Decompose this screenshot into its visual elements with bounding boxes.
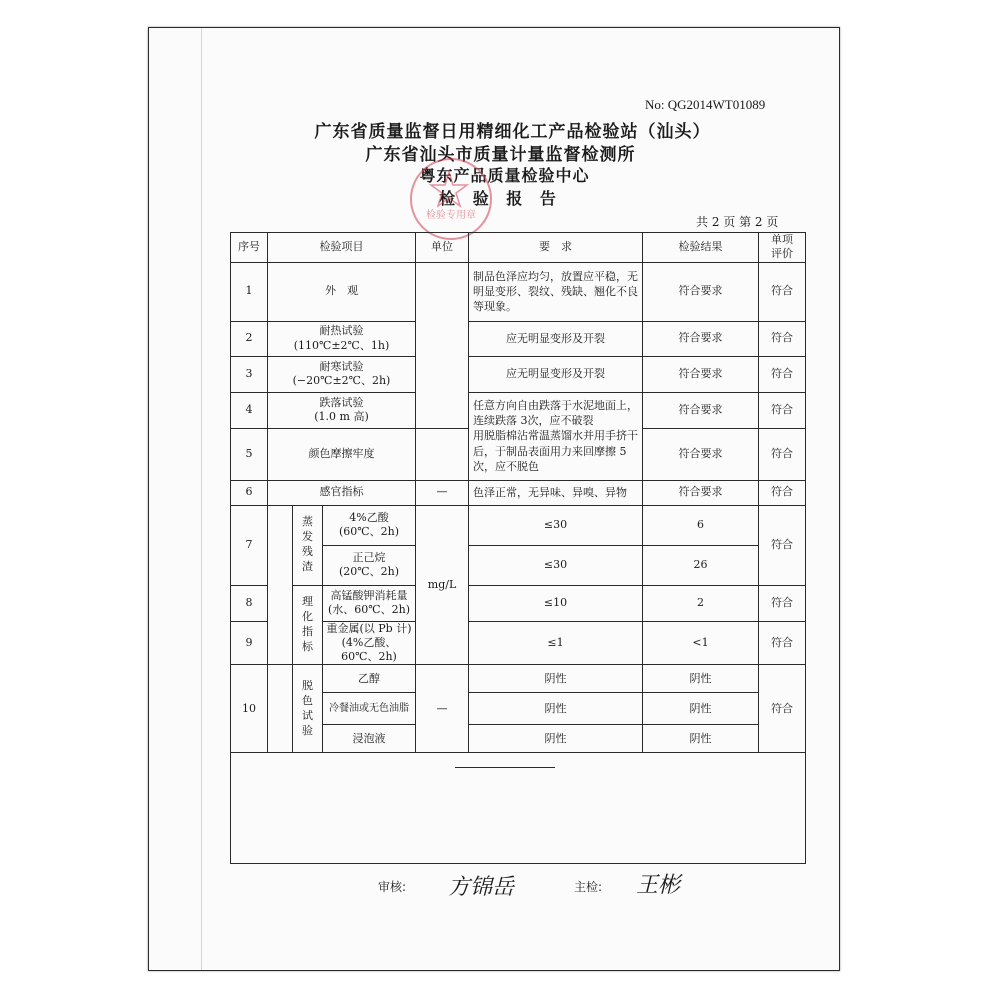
row-subitem: 正己烷 (20℃、2h) [323, 545, 416, 585]
evap-residue-label: 蒸 发 残 渣 [302, 515, 313, 573]
row-subitem: 冷餐油或无色油脂 [323, 693, 416, 725]
row-item: 耐热试验 (110℃±2℃、1h) [268, 321, 416, 356]
row-result: 26 [643, 545, 759, 585]
row-requirement: ≤1 [469, 621, 643, 665]
inspection-seal [410, 158, 492, 240]
physchem-label-cell [293, 585, 323, 665]
review-label: 审核: [378, 880, 407, 894]
row-no: 2 [231, 321, 268, 356]
row-item: 重金属(以 Pb 计) (4%乙酸、60℃、2h) [323, 621, 416, 665]
row-result: 阴性 [643, 693, 759, 725]
row-evaluation: 符合 [759, 428, 806, 480]
row-subitem: 4%乙酸 (60℃、2h) [323, 505, 416, 545]
table-row [231, 321, 806, 356]
header-no: 序号 [231, 233, 268, 263]
row-requirement: 应无明显变形及开裂 [469, 321, 643, 356]
row-evaluation: 符合 [759, 665, 806, 753]
row-no: 6 [231, 480, 268, 505]
table-row [231, 356, 806, 392]
row-result: 符合要求 [643, 321, 759, 356]
unit-mgL: mg/L [416, 505, 469, 665]
req-drop-text: 任意方向自由跌落于水泥地面上，连续跌落 3次，应不破裂 [473, 398, 639, 427]
row-no: 8 [231, 585, 268, 621]
row-result: 符合要求 [643, 392, 759, 428]
row-no: 1 [231, 262, 268, 321]
header-unit: 单位 [416, 233, 469, 263]
row-item: 耐寒试验 (−20℃±2℃、2h) [268, 356, 416, 392]
row-item: 外 观 [268, 262, 416, 321]
physchem-label: 理 化 指 标 [302, 595, 313, 653]
row-result: 符合要求 [643, 356, 759, 392]
row-result: 符合要求 [643, 480, 759, 505]
table-row [231, 262, 806, 321]
row-unit: — [416, 665, 469, 753]
row-item: 高锰酸钾消耗量 (水、60℃、2h) [323, 585, 416, 621]
row-result: <1 [643, 621, 759, 665]
row-requirement: 应无明显变形及开裂 [469, 356, 643, 392]
table-row [231, 585, 806, 621]
row-requirement: ≤10 [469, 585, 643, 621]
seal-star-icon [410, 158, 488, 236]
unit-blank [416, 428, 469, 480]
header-evaluation-text: 单项 评价 [771, 233, 794, 261]
row-evaluation: 符合 [759, 321, 806, 356]
row-requirement: 阴性 [469, 725, 643, 753]
inspection-table [230, 232, 806, 864]
header-result: 检验结果 [643, 233, 759, 263]
page-info: 共 2 页 第 2 页 [696, 215, 779, 229]
row-evaluation: 符合 [759, 262, 806, 321]
signature-area [0, 870, 1001, 910]
evap-residue-group [293, 505, 323, 585]
row-no: 5 [231, 428, 268, 480]
table-row [231, 480, 806, 505]
row-requirement: 阴性 [469, 665, 643, 693]
table-row [231, 392, 806, 428]
row-requirement: ≤30 [469, 545, 643, 585]
row-result: 2 [643, 585, 759, 621]
decolor-label: 脱 色 试 验 [302, 679, 313, 737]
decolor-group [293, 665, 323, 753]
seal-text: 检验专用章 [426, 210, 476, 221]
row-evaluation: 符合 [759, 621, 806, 665]
table-header-row [231, 233, 806, 263]
row-evaluation: 符合 [759, 356, 806, 392]
row-result: 符合要求 [643, 428, 759, 480]
row-evaluation: 符合 [759, 585, 806, 621]
blank-remainder [231, 753, 806, 864]
table-blank-area [231, 753, 806, 864]
row-unit: — [416, 480, 469, 505]
header-requirement: 要 求 [469, 233, 643, 263]
row-result: 阴性 [643, 665, 759, 693]
report-number: No: QG2014WT01089 [645, 97, 766, 112]
row-no: 3 [231, 356, 268, 392]
row-subitem: 浸泡液 [323, 725, 416, 753]
row-item: 颜色摩擦牢度 [268, 428, 416, 480]
header-item: 检验项目 [268, 233, 416, 263]
row-requirement: 制品色泽应均匀，放置应平稳，无明显变形、裂纹、残缺、翘化不良等现象。 [469, 262, 643, 321]
review-signature: 方锦岳 [448, 875, 515, 900]
table-row [231, 665, 806, 693]
row-evaluation: 符合 [759, 392, 806, 428]
row-requirement: 色泽正常，无异味、异嗅、异物 [469, 480, 643, 505]
header-line-2: 广东省汕头市质量计量监督检测所 [365, 145, 636, 165]
row-requirement: ≤30 [469, 505, 643, 545]
row-requirement [469, 392, 643, 480]
row-no: 10 [231, 665, 268, 753]
physchem-group-blank [268, 665, 293, 753]
end-line [455, 767, 555, 768]
row-evaluation: 符合 [759, 505, 806, 585]
row-requirement: 阴性 [469, 693, 643, 725]
chief-inspector-signature: 王彬 [636, 873, 681, 898]
report-title: 检 验 报 告 [439, 189, 562, 208]
header-evaluation [759, 233, 806, 263]
row-item: 感官指标 [268, 480, 416, 505]
row-item: 跌落试验 (1.0 m 高) [268, 392, 416, 428]
row-no: 9 [231, 621, 268, 665]
header-line-3: 粤东产品质量检验中心 [419, 166, 590, 185]
row-result: 6 [643, 505, 759, 545]
header-line-1: 广东省质量监督日用精细化工产品检验站（汕头） [314, 122, 711, 142]
row-result: 符合要求 [643, 262, 759, 321]
physchem-group-blank [268, 505, 293, 665]
req-rub-text: 用脱脂棉沾常温蒸馏水并用手挤干后，于制品表面用力来回摩擦 5次，应不脱色 [473, 429, 639, 474]
row-no: 4 [231, 392, 268, 428]
chief-inspector-label: 主检: [574, 880, 603, 894]
row-result: 阴性 [643, 725, 759, 753]
row-no: 7 [231, 505, 268, 585]
row-subitem: 乙醇 [323, 665, 416, 693]
unit-blank [416, 262, 469, 428]
table-row [231, 505, 806, 545]
row-evaluation: 符合 [759, 480, 806, 505]
